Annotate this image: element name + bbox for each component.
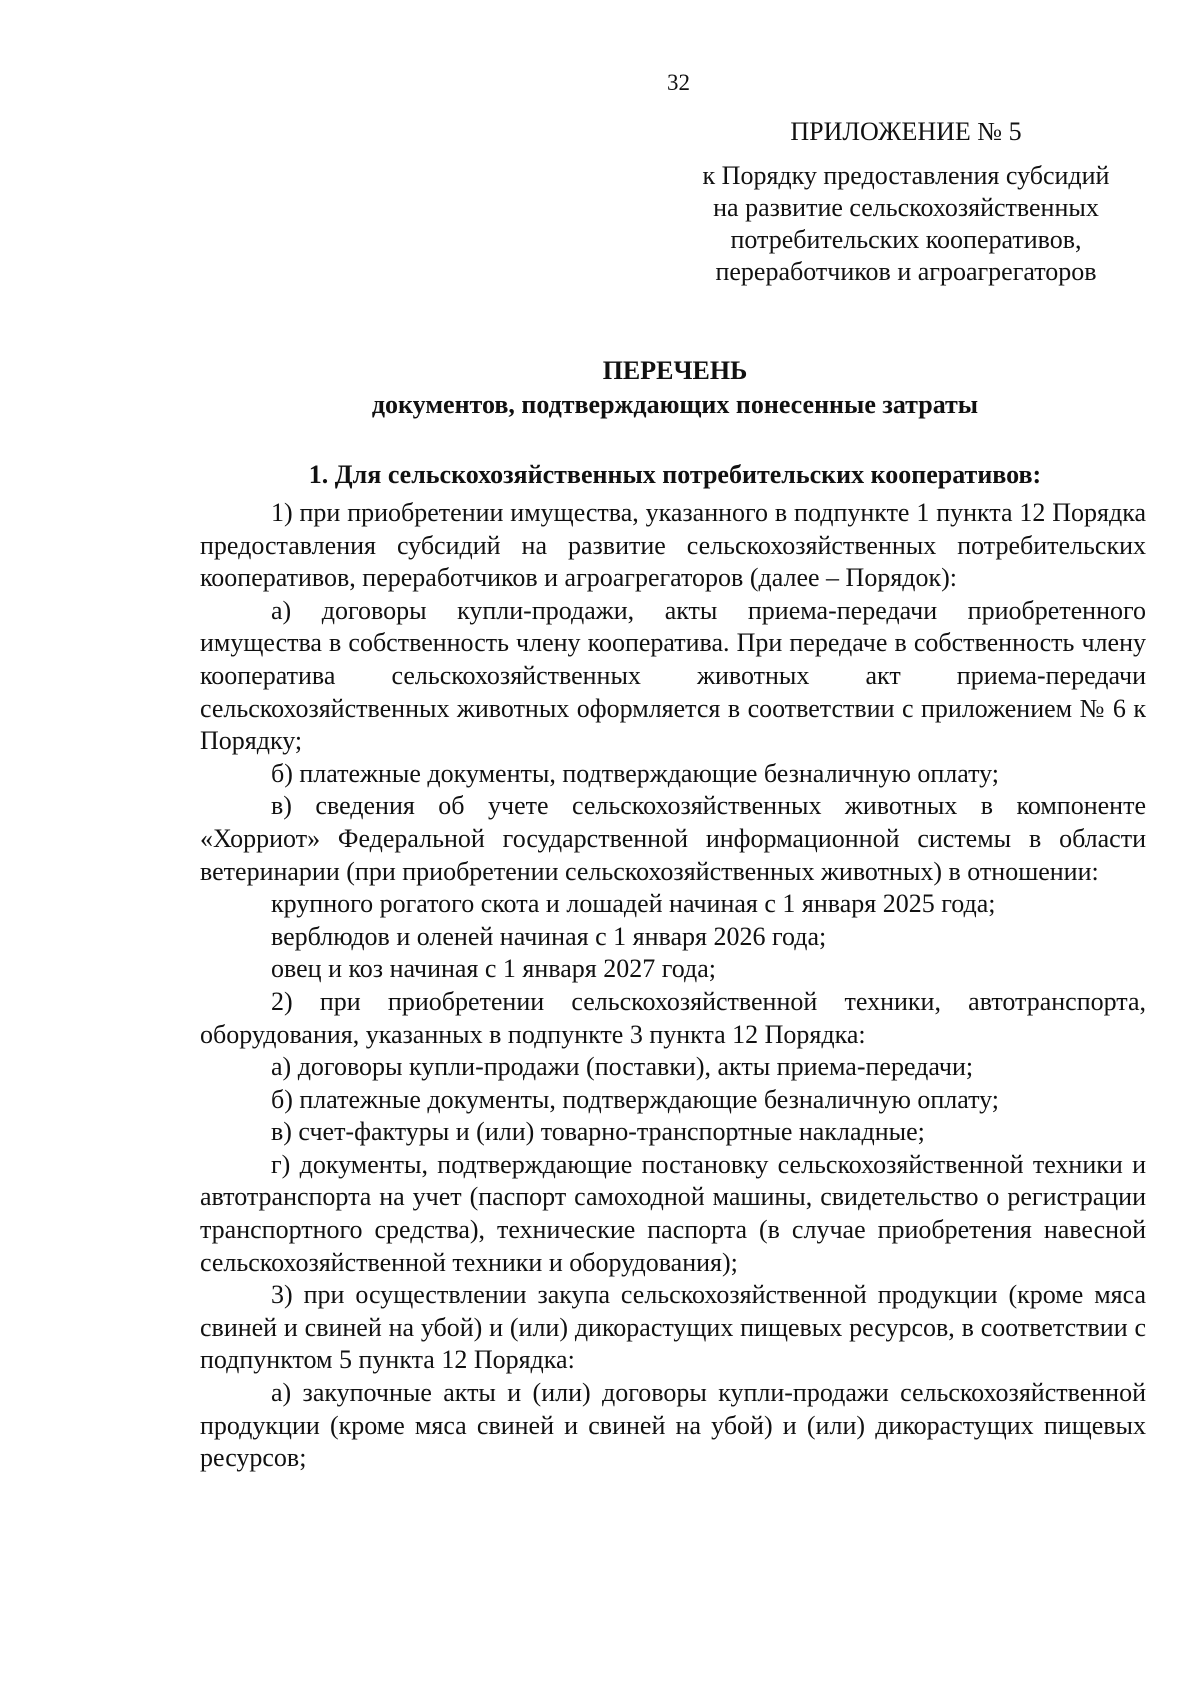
paragraph: б) платежные документы, подтверждающие безналичную оплату; xyxy=(271,758,1000,788)
paragraph: а) договоры купли-продажи (поставки), акты приема-передачи; xyxy=(271,1052,974,1082)
paragraph: в) счет-фактуры и (или) товарно-транспортные накладные; xyxy=(271,1117,925,1147)
document-body xyxy=(200,497,1146,1475)
appendix-title: ПРИЛОЖЕНИЕ № 5 xyxy=(790,117,1022,146)
paragraph: б) платежные документы, подтверждающие безналичную оплату; xyxy=(271,1084,1000,1114)
appendix-line: на развитие сельскохозяйственных xyxy=(713,193,1099,222)
paragraph: 2) при приобретении сельскохозяйственной техники, автотранспорта, оборудования, указанных в подпункте 3 пункта 12 Порядка: xyxy=(200,986,1146,1049)
paragraph: а) договоры купли-продажи, акты приема-передачи приобретенного имущества в собственность члену кооператива. При передаче в собственность члену кооператива сельскохозяйственных животных акт приема-передачи сельскохозяйственных животных оформляется в соответствии с приложением № 6 к Порядку; xyxy=(200,595,1146,756)
paragraph: в) сведения об учете сельскохозяйственных животных в компоненте «Хорриот» Федеральной государственной информационной системы в области ветеринарии (при приобретении сельскохозяйственных животных) в отношении: xyxy=(200,791,1146,886)
section-heading: 1. Для сельскохозяйственных потребительских кооперативов: xyxy=(308,460,1042,489)
appendix-line: переработчиков и агроагрегаторов xyxy=(715,257,1097,286)
page-number: 32 xyxy=(667,70,690,95)
paragraph: крупного рогатого скота и лошадей начиная с 1 января 2025 года; xyxy=(271,889,996,919)
title-sub: документов, подтверждающих понесенные затраты xyxy=(371,390,979,419)
paragraph: а) закупочные акты и (или) договоры купли-продажи сельскохозяйственной продукции (кроме мяса свиней и свиней на убой) и (или) дикорастущих пищевых ресурсов; xyxy=(200,1378,1146,1473)
appendix-header xyxy=(666,116,1146,288)
document-title xyxy=(200,354,1150,422)
appendix-line: потребительских кооперативов, xyxy=(730,225,1082,254)
title-main: ПЕРЕЧЕНЬ xyxy=(602,356,748,385)
paragraph: г) документы, подтверждающие постановку сельскохозяйственной техники и автотранспорта на учет (паспорт самоходной машины, свидетельство о регистрации транспортного средства), технические паспорта (в случае приобретения навесной сельскохозяйственной техники и оборудования); xyxy=(200,1149,1146,1277)
paragraph: 3) при осуществлении закупа сельскохозяйственной продукции (кроме мяса свиней и свиней на убой) и (или) дикорастущих пищевых ресурсов, в соответствии с подпунктом 5 пункта 12 Порядка: xyxy=(200,1280,1146,1375)
appendix-line: к Порядку предоставления субсидий xyxy=(702,161,1110,190)
paragraph: 1) при приобретении имущества, указанного в подпункте 1 пункта 12 Порядка предоставления субсидий на развитие сельскохозяйственных потребительских кооперативов, переработчиков и агроагрегаторов (далее – Порядок): xyxy=(200,498,1146,593)
paragraph: верблюдов и оленей начиная с 1 января 2026 года; xyxy=(271,921,827,951)
paragraph: овец и коз начиная с 1 января 2027 года; xyxy=(271,954,716,984)
